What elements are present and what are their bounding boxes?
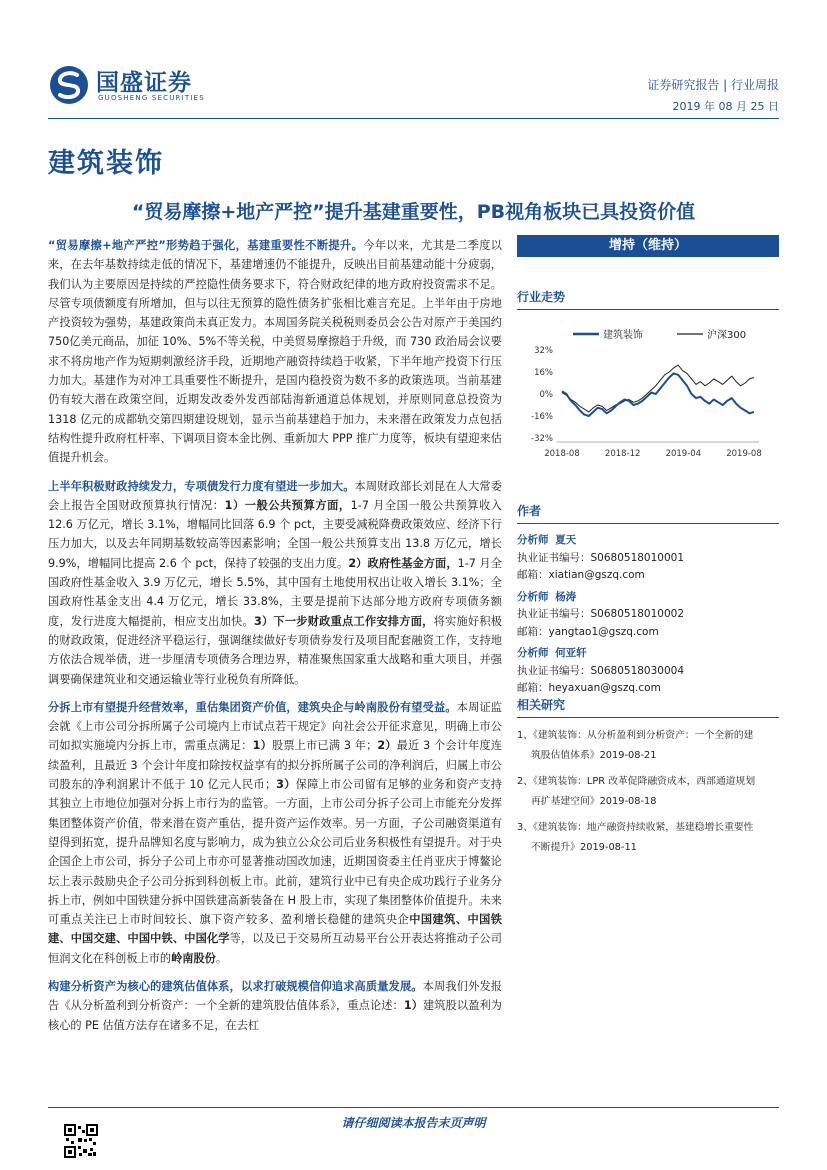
author-role: 分析师 — [517, 590, 549, 603]
cert-number: S0680518030004 — [590, 664, 685, 677]
related-item-line: 不断提升》2019-08-11 — [531, 842, 637, 853]
paragraph-1-lead: “贸易摩擦+地产严控”形势趋于强化，基建重要性不断提升。 — [48, 239, 364, 252]
cert-label: 执业证书编号： — [517, 608, 591, 620]
author-name: 夏天 — [555, 534, 577, 546]
paragraph-3-point: 1） — [252, 739, 272, 753]
related-item-line: 1、《建筑装饰：从分析盈利到分析资产：一个全新的建 — [517, 730, 754, 741]
related-item-line: 再扩基建空间》2019-08-18 — [531, 796, 657, 807]
author-entry — [517, 589, 779, 642]
related-item[interactable] — [517, 772, 779, 812]
paragraph-3-point: 2） — [377, 739, 397, 753]
paragraph-2-text: 1-7 月全国政府性基金收入 3.9 万亿元，增长 5.5%，其中国有土地使用权出让收入增长 3.1%；全国政府性基金支出 4.4 万亿元，增长 33.8%，主要是提前下达部分地方政府专项债务额度，发行进度大幅提前，相应支出加快。 — [48, 556, 502, 628]
related-list — [517, 726, 779, 858]
cert-label: 执业证书编号： — [517, 664, 591, 677]
author-email[interactable]: heyaxuan@gszq.com — [548, 682, 661, 694]
footer-disclaimer: 请仔细阅读本报告末页声明 — [341, 1116, 486, 1130]
author-list — [517, 532, 779, 698]
paragraph-3-text: 。 — [215, 951, 228, 965]
paragraph-1-body: 今年以来，尤其是二季度以来，在去年基数持续走低的情况下，基建增速仍不能提升，反映出目前基建动能十分疲弱，我们认为主要原因是持续的严控隐性债务要求下，符合财政纪律的地方政府投资需求不足。尽管专项债额度有所增加，但与以往无预算的隐性债务扩张相比难言充足。上半年由于房地产投资较为强势，基建政策尚未真正发力。本周国务院关税税则委员会公告对原产于美国约750亿美元商品，加征 10%、5%不等关税，中美贸易摩擦趋于升级，而 730 政治局会议要求不将房地产作为短期刺激经济手段，近期地产融资持续趋于收紧，下半年地产投资下行压力加大。基建作为对冲工具重要性不断提升，是国内稳投资为数不多的政策选项。当前基建仍有较大潜在政策空间，近期发改委外发西部陆海新通道总体规划，并原则同意总投资为 1318 亿元的成都轨交第四期建设规划，显示当前基建趋于加力，未来潜在政策发力点包括结构性提升政府杠杆率、下调项目资本金比例、重新加大 PPP 推广力度等，板块有望迎来估值提升机会。 — [48, 239, 502, 465]
cert-label: 执业证书编号： — [517, 551, 591, 564]
report-date: 2019 年 08 月 25 日 — [672, 100, 779, 113]
email-label: 邮箱： — [517, 682, 549, 694]
author-email[interactable]: xiatian@gszq.com — [548, 569, 645, 581]
main-body — [48, 236, 502, 1044]
author-name: 何亚轩 — [555, 647, 587, 659]
related-item-line: 2、《建筑装饰：LPR 改革促降融资成本，西部通道规划 — [517, 776, 756, 787]
author-role: 分析师 — [517, 534, 549, 546]
related-item[interactable] — [517, 726, 779, 766]
x-tick-label: 2018-12 — [604, 449, 641, 459]
paragraph-4-lead: 构建分析资产为核心的建筑估值体系，以求打破规模信仰追求高质量发展。 — [48, 979, 423, 993]
x-tick-label: 2018-08 — [544, 449, 580, 459]
paragraph-4-point: 1） — [403, 999, 424, 1013]
trend-title: 行业走势 — [517, 288, 779, 310]
paragraph-2-text: 将实施好积极的财政政策，促进经济平稳运行，强调继续做好专项债券发行及项目配套融资工作，支持地方依法合规举债，进一步厘清专项债务合理边界，精准聚焦国家重大战略和重大项目，并强调要确保建筑业和交通运输业等行业税负有所降低。 — [48, 614, 502, 686]
logo-name: 国盛证券 — [96, 70, 192, 96]
rating-badge: 增持（维持） — [517, 235, 779, 257]
author-name: 杨涛 — [555, 590, 577, 603]
paragraph-3-text: 保障上市公司留有足够的业务和资产支持其独立上市地位加强对分拆上市行为的监管。一方面，上市公司分拆子公司上市能充分发挥集团整体资产价值，带来潜在资产重估，提升资产运作效率。另一方面，子公司融资渠道有望得到拓宽，提升品牌知名度与影响力，成为独立公众公司后业务积极性有望提升。对于央企国企上市公司，拆分子公司上市亦可显著推动国改加速，近期国资委主任肖亚庆于博鳌论坛上表示鼓励央企子公司分拆到科创板上市。此前，建筑行业中已有央企成功践行子业务分拆上市，例如中国铁建分拆中国铁建高新装备在 H 股上市，实现了集团整体价值提升。未来可重点关注已上市时间较长、旗下资产较多、盈利增长稳健的建筑央企 — [48, 778, 502, 927]
paragraph-4-text: 本周我们外发报告《从分析盈利到分析资产：一个全新的建筑股估值体系》，重点论述： — [48, 979, 502, 1013]
paragraph-2-text: 本周财政部长刘昆在人大常委会上报告全国财政预算执行情况： — [48, 479, 502, 512]
logo-english-name: GUOSHENG SECURITIES — [98, 94, 205, 102]
paragraph-2-text: 1-7 月全国一般公共预算收入 12.6 万亿元，增长 3.1%，增幅同比回落 6.9 个 pct，主要受减税降费政策效应、经济下行压力加大，以及去年同期基数较高等因素影响；全国一般公共预算支出 13.8 万亿元，增长 9.9%，增幅同比提高 2.6 个 pct，保持了较强的支出力度。 — [48, 498, 502, 570]
y-tick-label: -16% — [531, 412, 553, 422]
series-line-index — [562, 365, 754, 412]
cert-number: S0680518010001 — [590, 551, 685, 564]
legend-label: 建筑装饰 — [603, 330, 643, 341]
report-type: 证券研究报告 | 行业周报 — [647, 78, 779, 92]
report-headline: “贸易摩擦+地产严控”提升基建重要性，PB视角板块已具投资价值 — [131, 201, 696, 223]
author-entry — [517, 645, 779, 698]
related-title: 相关研究 — [517, 696, 779, 718]
paragraph-1 — [48, 236, 502, 468]
related-item[interactable] — [517, 818, 779, 858]
authors-section — [517, 502, 779, 698]
footer-divider — [48, 1107, 779, 1108]
header-divider — [48, 118, 779, 119]
paragraph-3-companies: 中国建筑、中国铁建、中国交建、中国中铁、中国化学 — [48, 913, 502, 946]
paragraph-3-company: 岭南股份 — [171, 951, 216, 965]
paragraph-3-text: 本周证监会就《上市公司分拆所属子公司境内上市试点若干规定》向社会公开征求意见，明确上市公司如拟实施境内分拆上市，需重点满足： — [48, 700, 502, 753]
paragraph-3-point: 3） — [276, 778, 296, 792]
email-label: 邮箱： — [517, 569, 549, 581]
paragraph-4 — [48, 977, 502, 1035]
paragraph-3-text: 最近 3 个会计年度连续盈利，且最近 3 个会计年度扣除按权益享有的拟分拆所属子公司的净利润后，归属上市公司股东的净利润累计不低于 10 亿元人民币； — [48, 739, 503, 792]
legend-label: 沪深300 — [707, 330, 747, 341]
y-tick-label: 0% — [539, 390, 553, 400]
x-tick-label: 2019-04 — [665, 449, 702, 459]
cert-number: S0680518010002 — [590, 608, 685, 620]
email-label: 邮箱： — [517, 625, 549, 638]
sector-title: 建筑装饰 — [48, 148, 164, 179]
paragraph-3-text: 股票上市已满 3 年； — [271, 739, 378, 753]
related-item-line: 3、《建筑装饰：地产融资持续收紧，基建稳增长重要性 — [517, 822, 754, 833]
y-tick-label: -32% — [531, 434, 553, 444]
paragraph-3-lead: 分拆上市有望提升经营效率，重估集团资产价值，建筑央企与岭南股份有望受益。 — [48, 700, 457, 714]
paragraph-2-point-1: 1）一般公共预算方面， — [224, 498, 351, 512]
paragraph-2-lead: 上半年积极财政持续发力，专项债发行力度有望进一步加大。 — [48, 479, 355, 493]
y-tick-label: 32% — [534, 346, 553, 356]
paragraph-2 — [48, 477, 502, 689]
trend-chart — [517, 322, 779, 462]
authors-title: 作者 — [517, 502, 779, 524]
paragraph-4-text: 建筑股以盈利为核心的 PE 估值方法存在诸多不足，在去杠 — [48, 999, 502, 1032]
paragraph-2-point-3: 3）下一步财政重点工作安排方面， — [253, 614, 434, 628]
related-section — [517, 696, 779, 858]
author-email[interactable]: yangtao1@gszq.com — [548, 625, 659, 638]
company-logo — [48, 64, 228, 108]
related-item-line: 筑股估值体系》2019-08-21 — [531, 750, 657, 761]
paragraph-3 — [48, 698, 502, 968]
author-entry — [517, 532, 779, 585]
paragraph-3-text: 等，以及已于交易所互动易平台公开表达将推动子公司恒润文化在科创板上市的 — [48, 932, 502, 965]
qr-code-icon — [64, 1124, 98, 1158]
paragraph-2-point-2: 2）政府性基金方面， — [348, 556, 458, 570]
x-tick-label: 2019-08 — [726, 449, 762, 459]
logo-mark-icon — [48, 64, 90, 106]
trend-section — [517, 288, 779, 310]
y-tick-label: 16% — [534, 368, 553, 378]
author-role: 分析师 — [517, 647, 549, 659]
